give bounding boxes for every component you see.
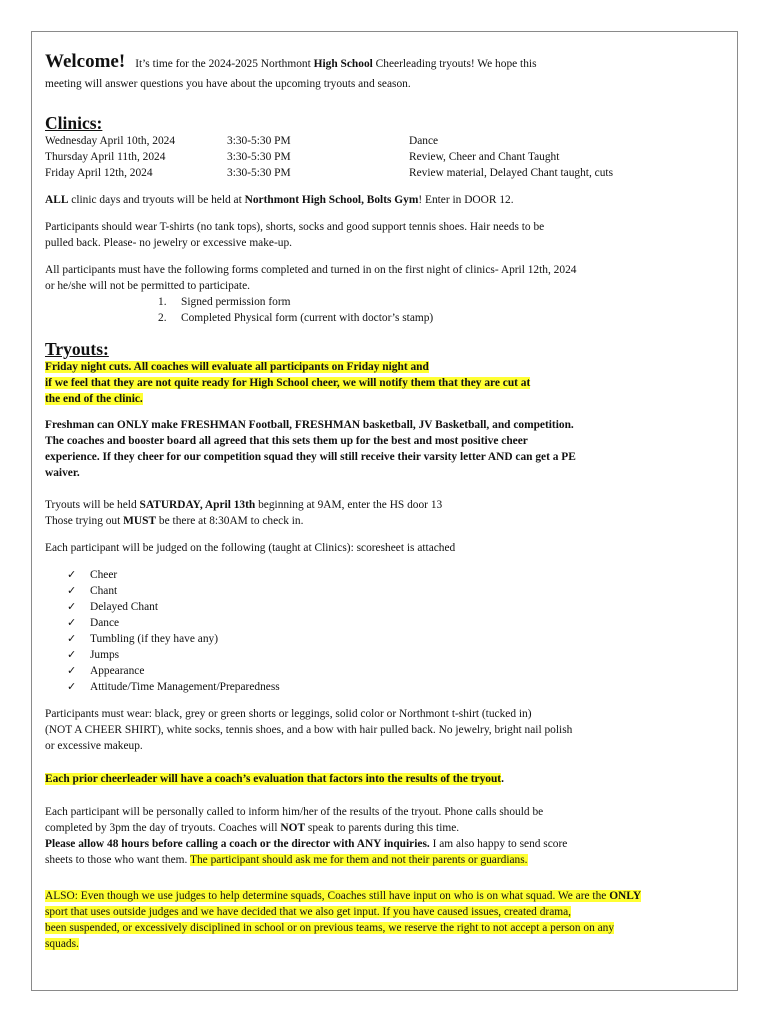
- clinic-topic: Review, Cheer and Chant Taught: [409, 151, 560, 163]
- criteria-item: [45, 631, 735, 647]
- list-item: [45, 294, 735, 310]
- criteria-item: [45, 599, 735, 615]
- clinic-day: Friday April 12th, 2024: [45, 167, 153, 179]
- location-bold: ALL: [45, 194, 69, 206]
- cuts-line: the end of the clinic.: [45, 393, 143, 405]
- criteria-text: Jumps: [90, 649, 120, 661]
- location-bold: Northmont High School, Bolts Gym: [244, 194, 419, 206]
- allow-text: I am also happy to send score: [429, 838, 568, 850]
- sheets-highlight: The participant should ask me for them and not their parents or guardians.: [190, 854, 528, 866]
- also-line: ALSO: Even though we use judges to help determine squads, Coaches still have input on who is on what squad. We are the: [45, 890, 610, 902]
- criteria-item: [45, 663, 735, 679]
- clinic-time: 3:30-5:30 PM: [227, 167, 291, 179]
- results-line: completed by 3pm the day of tryouts. Coaches will: [45, 822, 281, 834]
- welcome-text: Cheerleading tryouts! We hope this: [372, 58, 537, 70]
- criteria-item: [45, 583, 735, 599]
- document-page: [31, 31, 738, 991]
- checkmark-icon: ✓: [67, 632, 77, 645]
- results-line: speak to parents during this time.: [305, 822, 460, 834]
- clinics-heading: Clinics:: [45, 113, 103, 133]
- allow-bold: Please allow 48 hours before calling a coach or the director with ANY inquiries.: [45, 838, 430, 850]
- checkin-text: Those trying out: [45, 515, 124, 527]
- forms-list: [45, 294, 735, 326]
- prior-cheerleader-note: [45, 771, 735, 787]
- criteria-text: Dance: [90, 617, 120, 629]
- criteria-item: [45, 615, 735, 631]
- also-line: been suspended, or excessively disciplined in school or on previous teams, we reserve the right to not accept a person on any: [45, 922, 615, 934]
- clinic-row: [45, 149, 613, 165]
- list-number: 2.: [158, 312, 167, 324]
- checkmark-icon: ✓: [67, 600, 77, 613]
- clinic-row: [45, 133, 613, 149]
- forms-line: or he/she will not be permitted to participate.: [45, 280, 250, 292]
- list-text: Completed Physical form (current with doctor’s stamp): [181, 312, 434, 324]
- freshman-line: The coaches and booster board all agreed that this sets them up for the best and most positive cheer: [45, 435, 528, 447]
- clinic-time: 3:30-5:30 PM: [227, 151, 291, 163]
- list-text: Signed permission form: [181, 296, 291, 308]
- checkmark-icon: ✓: [67, 680, 77, 693]
- results-paragraph: [45, 804, 735, 868]
- attire-line: Participants should wear T-shirts (no tank tops), shorts, socks and good support tennis shoes. Hair needs to be: [45, 221, 545, 233]
- also-line: sport that uses outside judges and we have decided that we also get input. If you have caused issues, created drama,: [45, 906, 572, 918]
- judged-text: Each participant will be judged on the following (taught at Clinics): scoresheet is attached: [45, 542, 456, 554]
- wear-line: Participants must wear: black, grey or green shorts or leggings, solid color or Northmont t-shirt (tucked in): [45, 708, 532, 720]
- freshman-line: Freshman can ONLY make FRESHMAN Football, FRESHMAN basketball, JV Basketball, and competition.: [45, 419, 574, 431]
- checkmark-icon: ✓: [67, 616, 77, 629]
- sheets-text: sheets to those who want them.: [45, 854, 191, 866]
- also-bold: ONLY: [609, 890, 642, 902]
- clinic-day: Thursday April 11th, 2024: [45, 151, 166, 163]
- clinics-schedule-table: [45, 133, 613, 181]
- criteria-text: Tumbling (if they have any): [90, 633, 219, 645]
- held-text: Tryouts will be held: [45, 499, 140, 511]
- criteria-item: [45, 679, 735, 695]
- wear-line: or excessive makeup.: [45, 740, 143, 752]
- attire-line: pulled back. Please- no jewelry or excessive make-up.: [45, 237, 293, 249]
- held-text: beginning at 9AM, enter the HS door 13: [255, 499, 443, 511]
- welcome-paragraph: [45, 50, 735, 76]
- freshman-line: experience. If they cheer for our competition squad they will still receive their varsity letter AND can get a PE: [45, 451, 576, 463]
- forms-line: All participants must have the following forms completed and turned in on the first night of clinics- April 12th, 2024: [45, 264, 577, 276]
- criteria-text: Cheer: [90, 569, 118, 581]
- welcome-text-bold: High School: [313, 58, 373, 70]
- clinics-location: [45, 192, 735, 208]
- held-date: SATURDAY, April 13th: [139, 499, 256, 511]
- criteria-text: Delayed Chant: [90, 601, 159, 613]
- freshman-paragraph: [45, 417, 735, 481]
- also-line: squads.: [45, 938, 79, 950]
- welcome-text-line2: meeting will answer questions you have about the upcoming tryouts and season.: [45, 78, 411, 90]
- list-item: [45, 310, 735, 326]
- cuts-line: Friday night cuts. All coaches will evaluate all participants on Friday night and: [45, 361, 429, 373]
- wear-paragraph: [45, 706, 735, 754]
- also-paragraph: [45, 888, 735, 952]
- clinic-row: [45, 165, 613, 181]
- results-bold: NOT: [280, 822, 306, 834]
- criteria-list: [45, 567, 735, 695]
- welcome-text: It’s time for the 2024-2025 Northmont: [135, 58, 314, 70]
- checkmark-icon: ✓: [67, 584, 77, 597]
- prior-end: .: [501, 773, 504, 785]
- criteria-text: Appearance: [90, 665, 145, 677]
- prior-text: Each prior cheerleader will have a coach’s evaluation that factors into the results of the tryout: [45, 773, 502, 785]
- tryout-time-paragraph: [45, 497, 735, 529]
- location-text: ! Enter in DOOR 12.: [418, 194, 514, 206]
- checkmark-icon: ✓: [67, 568, 77, 581]
- attire-paragraph: [45, 219, 735, 251]
- criteria-text: Attitude/Time Management/Preparedness: [90, 681, 280, 693]
- wear-line: (NOT A CHEER SHIRT), white socks, tennis shoes, and a bow with hair pulled back. No jewelry, bright nail polish: [45, 724, 573, 736]
- cuts-line: if we feel that they are not quite ready for High School cheer, we will notify them that they are cut at: [45, 377, 531, 389]
- checkmark-icon: ✓: [67, 648, 77, 661]
- freshman-line: waiver.: [45, 467, 80, 479]
- checkin-text: be there at 8:30AM to check in.: [156, 515, 304, 527]
- results-line: Each participant will be personally called to inform him/her of the results of the tryout. Phone calls should be: [45, 806, 544, 818]
- criteria-text: Chant: [90, 585, 118, 597]
- criteria-item: [45, 647, 735, 663]
- clinic-time: 3:30-5:30 PM: [227, 135, 291, 147]
- criteria-item: [45, 567, 735, 583]
- list-number: 1.: [158, 296, 167, 308]
- clinic-topic: Dance: [409, 135, 439, 147]
- clinic-topic: Review material, Delayed Chant taught, cuts: [409, 167, 614, 179]
- location-text: clinic days and tryouts will be held at: [68, 194, 245, 206]
- tryouts-heading: Tryouts:: [45, 339, 109, 359]
- cuts-paragraph: [45, 359, 735, 407]
- clinic-day: Wednesday April 10th, 2024: [45, 135, 176, 147]
- checkin-bold: MUST: [123, 515, 157, 527]
- welcome-title: Welcome!: [45, 51, 126, 72]
- checkmark-icon: ✓: [67, 664, 77, 677]
- forms-paragraph: [45, 262, 735, 294]
- document-content: [45, 50, 735, 952]
